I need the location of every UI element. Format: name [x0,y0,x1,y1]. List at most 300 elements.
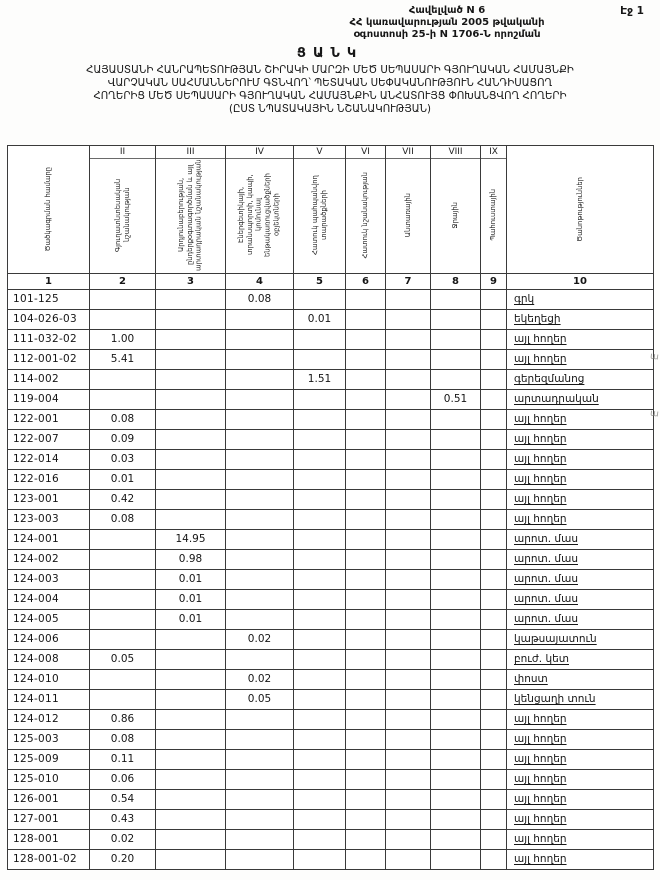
note-text: այլ հողեր [514,493,567,506]
land-parcels-table [7,145,654,870]
column-number-3: 3 [156,273,226,289]
area-value [346,789,386,809]
area-value [156,509,226,529]
area-value [226,369,294,389]
area-value [386,349,431,369]
area-value [386,649,431,669]
area-value [226,329,294,349]
area-value [294,809,346,829]
area-value [386,489,431,509]
column-header-label: Հատուկ նշանակության [361,172,370,259]
column-header-label: Էներգետիկայի, տրանսպորտի, կապի, կոմունալ ենթակառուցվածքների օբյեկտների [237,173,281,258]
area-value [386,849,431,869]
area-value [431,289,481,309]
area-value [346,849,386,869]
area-value [346,589,386,609]
land-code: 125-010 [8,769,90,789]
note-text: այլ հողեր [514,713,567,726]
area-value [431,429,481,449]
area-value [156,389,226,409]
note-text: կաթսայատուն [514,633,597,646]
land-code: 124-011 [8,689,90,709]
area-value [294,429,346,449]
area-value: 0.05 [226,689,294,709]
area-value [156,289,226,309]
table-row [8,649,654,669]
area-value [346,749,386,769]
land-code: 122-007 [8,429,90,449]
area-value [481,709,507,729]
note-cell [507,749,654,769]
land-code: 124-008 [8,649,90,669]
area-value [386,429,431,449]
table-row [8,789,654,809]
area-value [156,469,226,489]
column-header-10 [507,145,654,273]
area-value [386,509,431,529]
area-value [346,289,386,309]
area-value [346,549,386,569]
page-number: Էջ 1 [620,5,644,17]
land-code: 122-014 [8,449,90,469]
area-value [386,749,431,769]
column-roman-numeral: VIII [431,146,480,159]
note-text: այլ հողեր [514,833,567,846]
area-value: 0.01 [294,309,346,329]
area-value [294,449,346,469]
note-text: այլ հողեր [514,753,567,766]
area-value [386,409,431,429]
area-value [386,289,431,309]
area-value [294,469,346,489]
area-value: 0.09 [90,429,156,449]
area-value [156,329,226,349]
area-value [90,369,156,389]
area-value [226,529,294,549]
land-code: 124-012 [8,709,90,729]
column-number-1: 1 [8,273,90,289]
appendix-line: օգոստոսի 25-ի N 1706-Ն որոշման [353,29,541,40]
note-text: այլ հողեր [514,513,567,526]
area-value [294,829,346,849]
area-value [431,509,481,529]
area-value [90,689,156,709]
doc-title: ՑԱՆԿ [296,46,364,61]
column-roman-numeral: III [156,146,225,159]
note-text: այլ հողեր [514,333,567,346]
note-text: արոտ. մաս [514,533,578,546]
area-value [386,469,431,489]
land-code: 124-001 [8,529,90,549]
area-value [346,409,386,429]
area-value: 0.02 [226,669,294,689]
column-header-label: Արդյունաբերության, ընդերքօգտագործման և այլ արտադրական նշանակության [177,159,203,272]
area-value [156,829,226,849]
area-value: 0.08 [90,409,156,429]
area-value [226,729,294,749]
table-row [8,409,654,429]
doc-subtitle-line: ՎԱՐՉԱԿԱՆ ՍԱՀՄԱՆՆԵՐՈՒՄ ԳՏՆՎՈՂ՝ ՊԵՏԱԿԱՆ ՍԵՓԱԿԱՆՈՒԹՅՈՒՆ ՀԱՆԴԻՍԱՑՈՂ [107,77,553,89]
area-value [431,809,481,829]
area-value [481,409,507,429]
land-code: 126-001 [8,789,90,809]
area-value [90,309,156,329]
appendix-block [333,5,561,41]
land-code: 119-004 [8,389,90,409]
note-cell [507,589,654,609]
table-row [8,469,654,489]
doc-subtitle-line: ՀԱՅԱՍՏԱՆԻ ՀԱՆՐԱՊԵՏՈՒԹՅԱՆ ՇԻՐԱԿԻ ՄԱՐԶԻ ՄԵԾ ՍԵՊԱՍԱՐԻ ԳՅՈՒՂԱԿԱՆ ՀԱՄԱՅՆՔԻ [86,65,574,76]
area-value [431,669,481,689]
area-value [431,309,481,329]
area-value [294,349,346,369]
area-value: 0.08 [90,509,156,529]
area-value [226,449,294,469]
area-value [90,609,156,629]
area-value [431,709,481,729]
area-value [346,349,386,369]
area-value [346,709,386,729]
area-value [346,609,386,629]
note-text: այլ հողեր [514,413,567,426]
area-value: 0.20 [90,849,156,869]
column-numbers-row [8,273,654,289]
area-value [481,429,507,449]
area-value: 0.01 [156,609,226,629]
area-value [156,789,226,809]
column-header-2 [90,145,156,273]
area-value [294,569,346,589]
area-value [346,369,386,389]
land-code: 124-006 [8,629,90,649]
note-cell [507,329,654,349]
area-value [226,509,294,529]
area-value [481,729,507,749]
area-value [386,629,431,649]
note-cell [507,689,654,709]
area-value [294,769,346,789]
area-value [156,669,226,689]
area-value [386,549,431,569]
area-value [226,409,294,429]
area-value [431,409,481,429]
column-number-4: 4 [226,273,294,289]
area-value [431,729,481,749]
column-number-10: 10 [507,273,654,289]
area-value [226,749,294,769]
column-header-label: Պահուստային [489,189,498,242]
area-value [226,789,294,809]
note-cell [507,849,654,869]
column-header-label: Անտառային [403,193,412,238]
area-value [294,689,346,709]
area-value [90,629,156,649]
note-text: այլ հողեր [514,453,567,466]
table-row [8,749,654,769]
area-value [90,589,156,609]
area-value [156,409,226,429]
area-value [431,469,481,489]
table-row [8,349,654,369]
doc-subtitle [7,65,653,117]
area-value [294,669,346,689]
area-value [481,629,507,649]
area-value [294,409,346,429]
area-value [294,529,346,549]
land-code: 124-010 [8,669,90,689]
area-value [226,849,294,869]
column-header-9 [481,145,507,273]
area-value [156,809,226,829]
note-cell [507,369,654,389]
note-cell [507,629,654,649]
area-value [431,789,481,809]
area-value [431,569,481,589]
area-value [294,649,346,669]
area-value [294,289,346,309]
area-value [386,789,431,809]
note-cell [507,729,654,749]
area-value [386,729,431,749]
note-text: արոտ. մաս [514,613,578,626]
note-cell [507,389,654,409]
note-cell [507,609,654,629]
note-cell [507,669,654,689]
area-value [481,529,507,549]
area-value [226,549,294,569]
area-value [346,389,386,409]
column-header-label: Ջրային [451,202,460,229]
note-text: եկեղեցի [514,313,561,326]
area-value [431,829,481,849]
land-code: 125-009 [8,749,90,769]
doc-subtitle-line: ՀՈՂԵՐԻՑ ՄԵԾ ՍԵՊԱՍԱՐԻ ԳՅՈՒՂԱԿԱՆ ՀԱՄԱՅՆՔԻՆ ԱՆՀԱՏՈՒՅՑ ՓՈԽԱՆՑՎՈՂ ՀՈՂԵՐԻ [93,90,567,102]
area-value [481,829,507,849]
area-value [481,289,507,309]
note-text: այլ հողեր [514,473,567,486]
area-value [346,629,386,649]
area-value [226,589,294,609]
area-value: 0.08 [90,729,156,749]
area-value [346,429,386,449]
area-value [481,329,507,349]
note-text: արոտ. մաս [514,593,578,606]
area-value [431,649,481,669]
table-row [8,669,654,689]
area-value [431,369,481,389]
column-number-2: 2 [90,273,156,289]
area-value [431,849,481,869]
area-value [431,629,481,649]
land-code: 123-003 [8,509,90,529]
area-value [294,849,346,869]
area-value [346,689,386,709]
area-value [386,369,431,389]
area-value [90,549,156,569]
column-header-1 [8,145,90,273]
area-value [226,489,294,509]
area-value [226,469,294,489]
area-value [386,689,431,709]
area-value [481,669,507,689]
note-cell [507,569,654,589]
area-value [294,509,346,529]
area-value [90,569,156,589]
area-value [431,329,481,349]
area-value [226,429,294,449]
area-value: 0.02 [90,829,156,849]
area-value [481,649,507,669]
note-text: արոտ. մաս [514,553,578,566]
area-value [156,749,226,769]
note-cell [507,509,654,529]
note-cell [507,829,654,849]
area-value [346,489,386,509]
note-cell [507,809,654,829]
area-value [386,809,431,829]
column-roman-numeral: IX [481,146,506,159]
area-value [481,469,507,489]
column-number-7: 7 [386,273,431,289]
area-value [386,449,431,469]
area-value [481,549,507,569]
area-value [481,569,507,589]
area-value [156,649,226,669]
area-value [346,769,386,789]
area-value [386,529,431,549]
area-value: 0.06 [90,769,156,789]
area-value [156,369,226,389]
table-row [8,529,654,549]
column-roman-numeral: IV [226,146,293,159]
column-header-7 [386,145,431,273]
table-header-row [8,145,654,273]
area-value [346,829,386,849]
area-value [386,669,431,689]
area-value [481,809,507,829]
area-value [431,529,481,549]
note-text: փոստ [514,673,548,686]
note-cell [507,529,654,549]
appendix-line: Հավելված N 6 [408,5,486,16]
land-code: 104-026-03 [8,309,90,329]
table-row [8,589,654,609]
area-value [481,769,507,789]
note-text: կենցաղի տուն [514,693,596,706]
note-text: արտադրական [514,393,599,406]
table-row [8,629,654,649]
note-cell [507,489,654,509]
note-cell [507,409,654,429]
area-value: 1.00 [90,329,156,349]
area-value [156,309,226,329]
column-number-8: 8 [431,273,481,289]
area-value [156,429,226,449]
area-value: 0.08 [226,289,294,309]
area-value: 0.01 [90,469,156,489]
area-value [226,829,294,849]
area-value [431,549,481,569]
area-value [481,489,507,509]
area-value: 0.03 [90,449,156,469]
area-value [294,329,346,349]
land-code: 124-002 [8,549,90,569]
table-row [8,389,654,409]
area-value [294,549,346,569]
land-code: 123-001 [8,489,90,509]
area-value [156,349,226,369]
area-value [156,769,226,789]
area-value [226,649,294,669]
area-value [226,709,294,729]
table-row [8,309,654,329]
table-row [8,709,654,729]
land-code: 112-001-02 [8,349,90,369]
area-value: 0.01 [156,589,226,609]
column-header-4 [226,145,294,273]
area-value [346,329,386,349]
area-value [294,389,346,409]
area-value [481,369,507,389]
area-value [294,489,346,509]
note-cell [507,469,654,489]
area-value [226,569,294,589]
table-row [8,329,654,349]
table-row [8,549,654,569]
area-value: 0.05 [90,649,156,669]
table-row [8,509,654,529]
land-code: 124-003 [8,569,90,589]
area-value: 0.51 [431,389,481,409]
table-row [8,369,654,389]
area-value [226,809,294,829]
note-text: այլ հողեր [514,773,567,786]
area-value [156,849,226,869]
area-value: 0.43 [90,809,156,829]
note-cell [507,449,654,469]
area-value [481,749,507,769]
table-row [8,729,654,749]
area-value [226,389,294,409]
area-value [386,329,431,349]
table-row [8,449,654,469]
table-row [8,829,654,849]
land-code: 111-032-02 [8,329,90,349]
area-value [156,689,226,709]
area-value: 0.01 [156,569,226,589]
column-header-6 [346,145,386,273]
area-value [346,669,386,689]
area-value [386,829,431,849]
area-value [481,849,507,869]
area-value [90,669,156,689]
area-value [294,709,346,729]
land-code: 101-125 [8,289,90,309]
land-code: 122-001 [8,409,90,429]
note-cell [507,789,654,809]
area-value [386,609,431,629]
area-value [481,449,507,469]
area-value [156,449,226,469]
area-value [431,769,481,789]
area-value: 0.02 [226,629,294,649]
area-value [346,449,386,469]
area-value [386,569,431,589]
note-text: գրկ [514,293,535,306]
note-text: գերեզմանոց [514,373,585,386]
area-value: 14.95 [156,529,226,549]
handwritten-margin-mark: ա [649,408,660,420]
